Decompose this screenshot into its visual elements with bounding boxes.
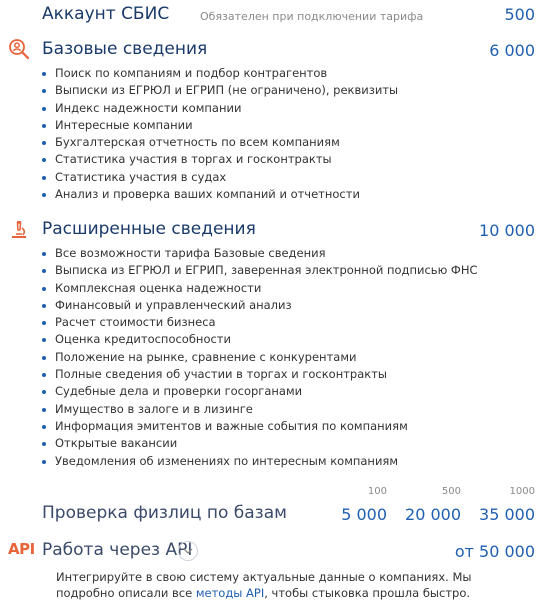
- basic-features-list: [42, 65, 398, 203]
- api-methods-link[interactable]: методы API: [195, 586, 265, 600]
- basic-feature-item: Индекс надежности компании: [42, 100, 398, 117]
- api-icon: API: [8, 540, 35, 558]
- extended-feature-item: Уведомления об изменениях по интересным компаниям: [42, 453, 478, 470]
- chevron-down-icon: [183, 548, 193, 554]
- basic-feature-item: Статистика участия в судах: [42, 169, 398, 186]
- tier-price: 35 000: [479, 505, 535, 524]
- extended-feature-item: Судебные дела и проверки госорганами: [42, 383, 478, 400]
- api-desc-text-end: , чтобы стыковка прошла быстро.: [264, 586, 471, 600]
- extended-feature-item: Комплексная оценка надежности: [42, 280, 478, 297]
- extended-feature-item: Положение на рынке, сравнение с конкурентами: [42, 349, 478, 366]
- extended-feature-item: Все возможности тарифа Базовые сведения: [42, 245, 478, 262]
- basic-feature-item: Поиск по компаниям и подбор контрагентов: [42, 65, 398, 82]
- basic-feature-item: Статистика участия в торгах и госконтракты: [42, 151, 398, 168]
- tier-label: 100: [367, 486, 387, 497]
- tier-label: 500: [441, 486, 461, 497]
- basic-feature-item: Выписки из ЕГРЮЛ и ЕГРИП (не ограничено), реквизиты: [42, 82, 398, 99]
- extended-feature-item: Имущество в залоге и в лизинге: [42, 401, 478, 418]
- basic-feature-item: Интересные компании: [42, 117, 398, 134]
- extended-feature-item: Выписка из ЕГРЮЛ и ЕГРИП, заверенная электронной подписью ФНС: [42, 262, 478, 279]
- person-search-icon: [8, 38, 30, 60]
- basic-feature-item: Бухгалтерская отчетность по всем компаниям: [42, 134, 398, 151]
- persons-title: Проверка физлиц по базам: [42, 503, 287, 523]
- extended-feature-item: Расчет стоимости бизнеса: [42, 314, 478, 331]
- microscope-icon: [8, 218, 30, 240]
- extended-feature-item: Оценка кредитоспособности: [42, 331, 478, 348]
- basic-feature-item: Анализ и проверка ваших компаний и отчетности: [42, 186, 398, 203]
- api-desc-text: Интегрируйте в свою систему актуальные данные о компаниях. Мы подробно описали все: [56, 570, 472, 600]
- account-title: Аккаунт СБИС: [42, 4, 170, 24]
- extended-feature-item: Финансовый и управленческий анализ: [42, 297, 478, 314]
- extended-feature-item: Полные сведения об участии в торгах и госконтракты: [42, 366, 478, 383]
- basic-price: 6 000: [489, 41, 535, 60]
- expand-api-button[interactable]: [178, 541, 198, 561]
- tier-label: 1000: [509, 486, 535, 497]
- api-description: [56, 569, 526, 601]
- tier-price: 5 000: [341, 505, 387, 524]
- extended-title: Расширенные сведения: [42, 219, 256, 239]
- extended-features-list: [42, 245, 478, 470]
- account-price: 500: [504, 5, 535, 24]
- extended-feature-item: Информация эмитентов и важные события по компаниям: [42, 418, 478, 435]
- api-title: Работа через API: [42, 540, 193, 560]
- extended-feature-item: Открытые вакансии: [42, 435, 478, 452]
- extended-price: 10 000: [479, 221, 535, 240]
- basic-title: Базовые сведения: [42, 39, 208, 59]
- account-note: Обязателен при подключении тарифа: [200, 10, 424, 23]
- tier-price: 20 000: [405, 505, 461, 524]
- api-price: от 50 000: [454, 542, 535, 561]
